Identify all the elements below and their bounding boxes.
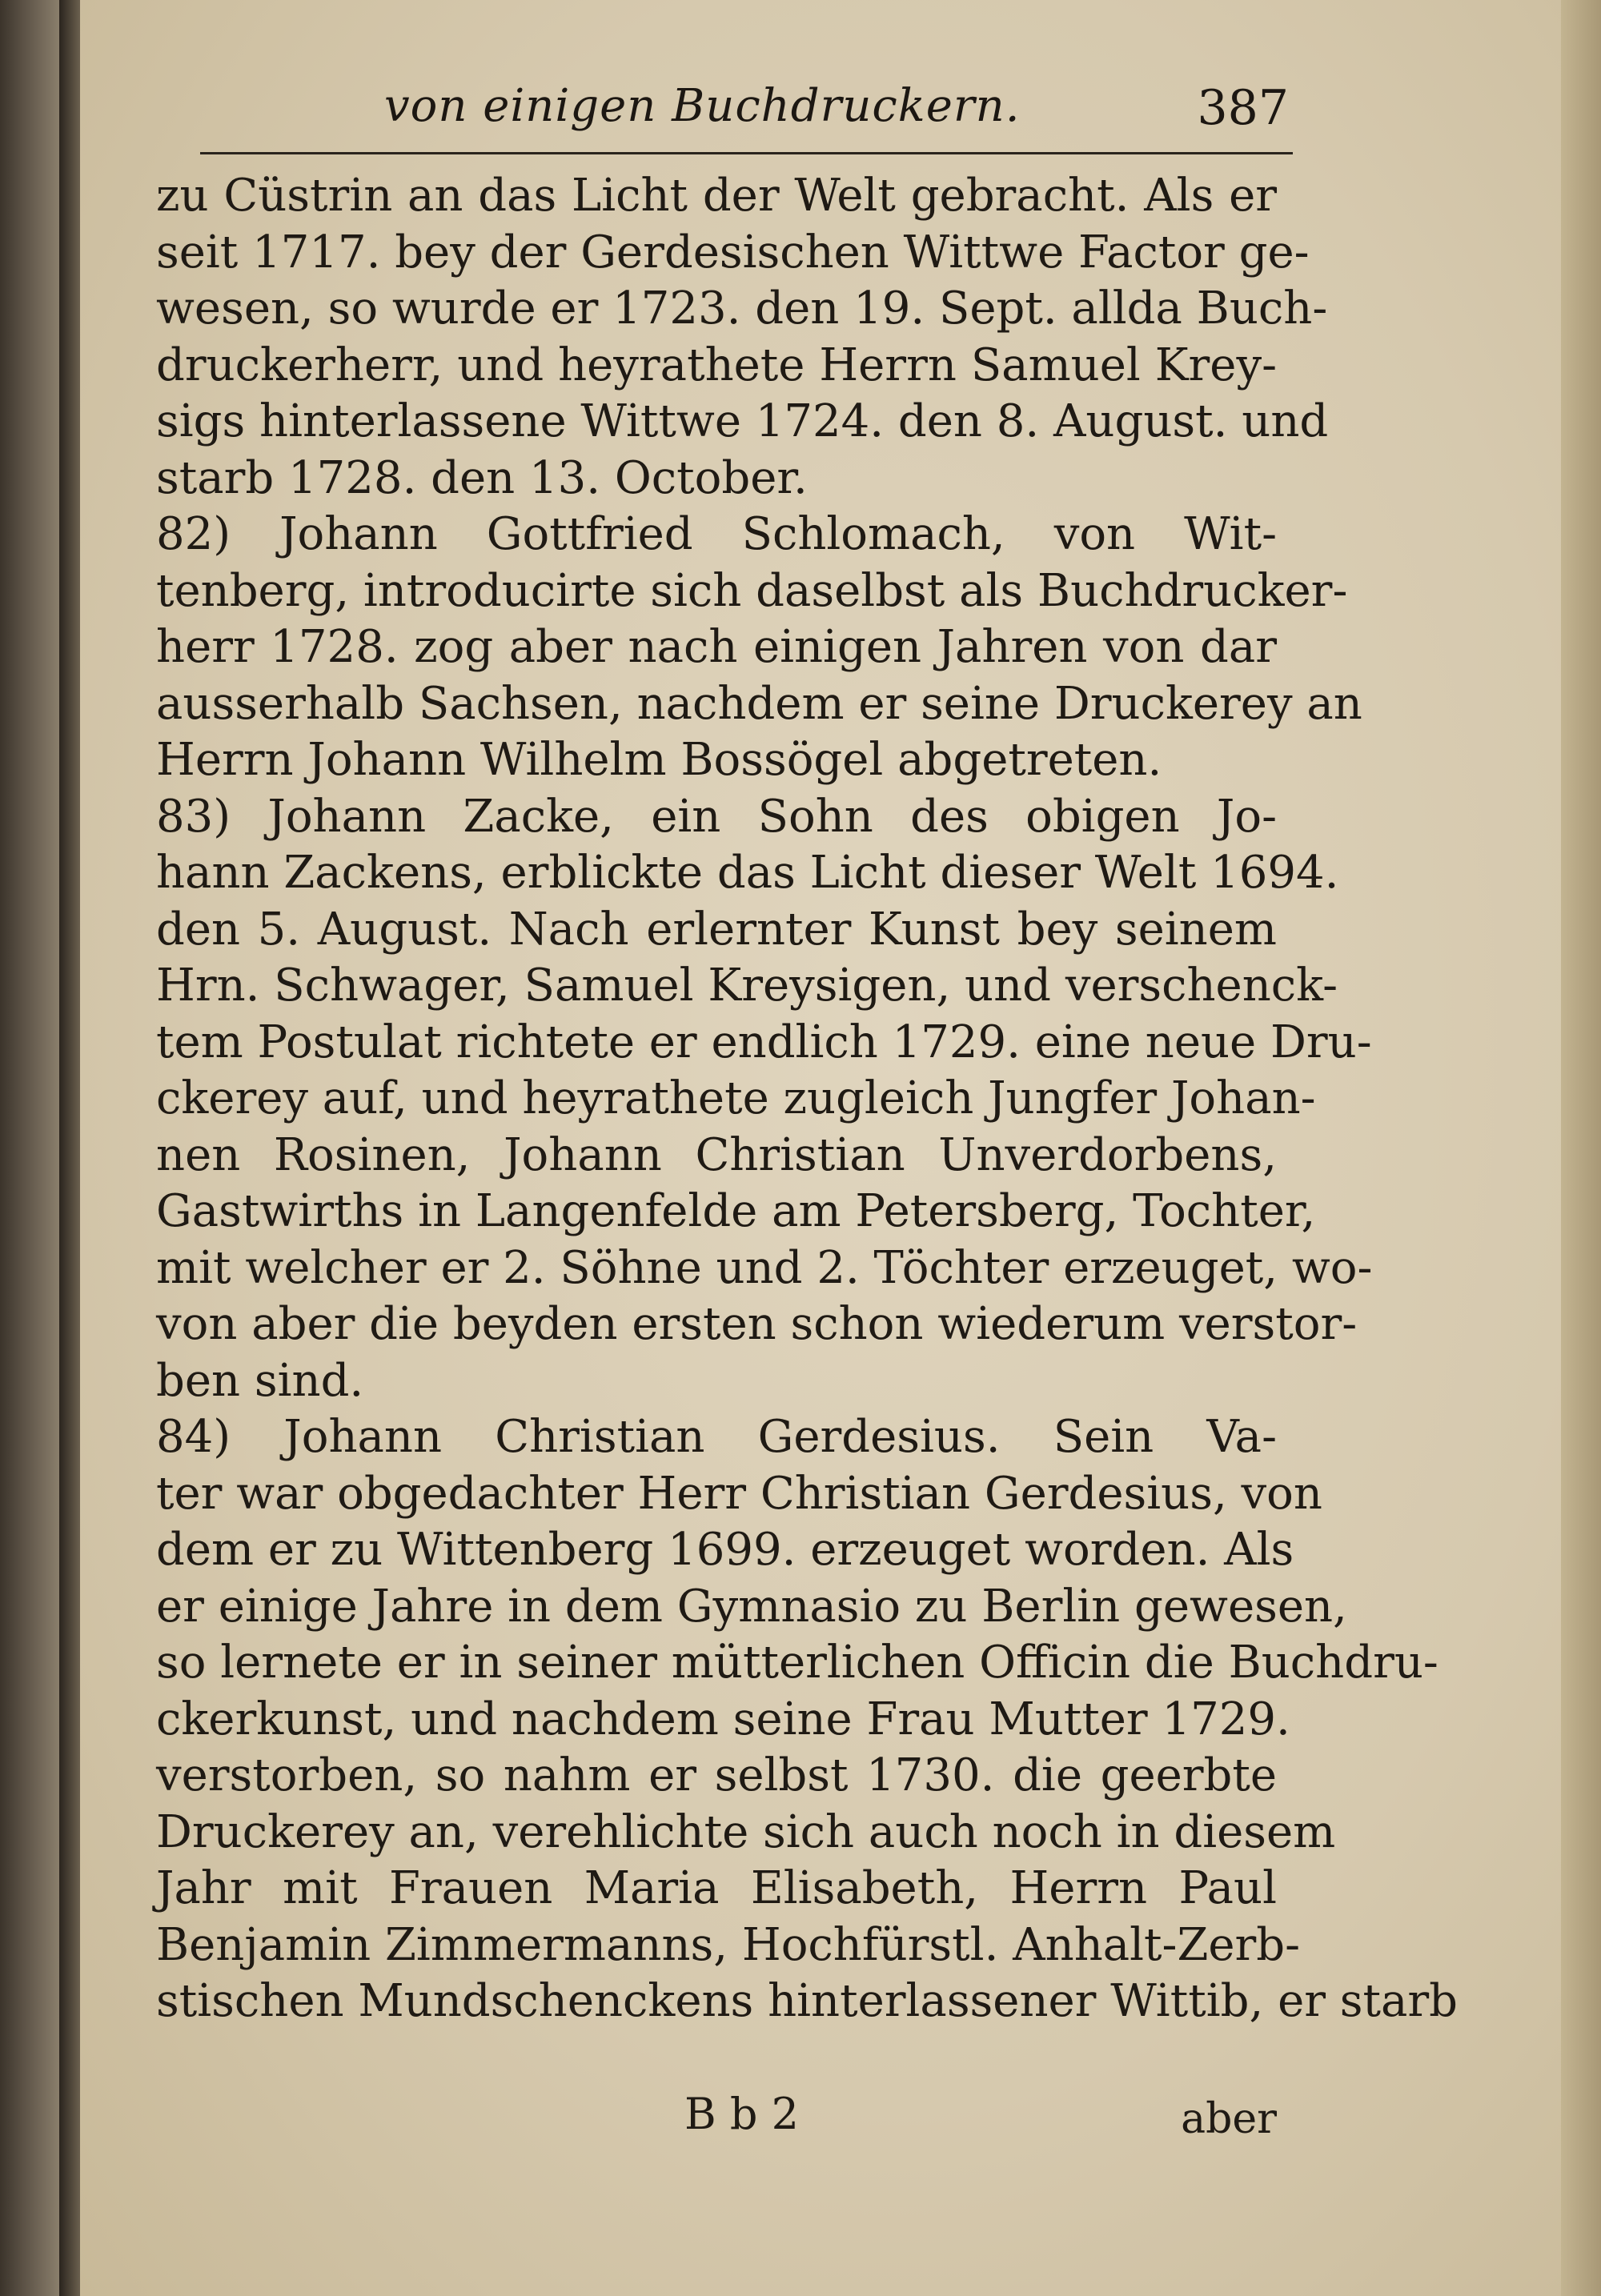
text-line: hann Zackens, erblickte das Licht dieser Welt 1694. [156, 847, 1339, 899]
facing-page-edge [0, 0, 59, 2296]
text-line: verstorben, so nahm er selbst 1730. die geerbte [156, 1749, 1277, 1801]
text-line: zu Cüstrin an das Licht der Welt gebracht. Als er [156, 170, 1277, 222]
text-line: seit 1717. bey der Gerdesischen Wittwe Factor ge- [156, 226, 1310, 278]
text-line: Gastwirths in Langenfelde am Petersberg, Tochter, [156, 1185, 1316, 1237]
text-line: Druckerey an, verehlichte sich auch noch in diesem [156, 1805, 1336, 1858]
body-text [156, 168, 1459, 2030]
text-line: 84) Johann Christian Gerdesius. Sein Va- [156, 1411, 1277, 1463]
text-line: tenberg, introducirte sich daselbst als Buchdrucker- [156, 564, 1348, 617]
text-line: Jahr mit Frauen Maria Elisabeth, Herrn Paul [156, 1862, 1277, 1914]
page-number: 387 [1197, 80, 1289, 136]
page-header [184, 80, 1289, 152]
header-rule [200, 152, 1293, 154]
text-line: mit welcher er 2. Söhne und 2. Töchter erzeuget, wo- [156, 1241, 1373, 1294]
text-line: herr 1728. zog aber nach einigen Jahren von dar [156, 621, 1277, 673]
text-line: Benjamin Zimmermanns, Hochfürstl. Anhalt-Zerb- [156, 1918, 1301, 1971]
text-line: dem er zu Wittenberg 1699. erzeuget worden. Als [156, 1524, 1294, 1576]
page-outer-edge [1561, 0, 1601, 2296]
text-line: ben sind. [156, 1354, 364, 1407]
text-line: Hrn. Schwager, Samuel Kreysigen, und verschenck- [156, 960, 1338, 1012]
running-title: von einigen Buchdruckern. [384, 80, 1021, 132]
text-line: ckerey auf, und heyrathete zugleich Jungfer Johan- [156, 1072, 1316, 1124]
signature-mark: B b 2 [684, 2089, 799, 2139]
text-line: von aber die beyden ersten schon wiederum verstor- [156, 1298, 1358, 1350]
text-line: ausserhalb Sachsen, nachdem er seine Druckerey an [156, 677, 1362, 730]
text-line: den 5. August. Nach erlernter Kunst bey seinem [156, 903, 1277, 956]
text-line: stischen Mundschenckens hinterlassener Wittib, er starb [156, 1975, 1459, 2027]
text-line: druckerherr, und heyrathete Herrn Samuel Krey- [156, 339, 1277, 391]
text-line: wesen, so wurde er 1723. den 19. Sept. allda Buch- [156, 282, 1328, 335]
book-gutter [59, 0, 80, 2296]
text-line: tem Postulat richtete er endlich 1729. eine neue Dru- [156, 1016, 1372, 1068]
text-line: er einige Jahre in dem Gymnasio zu Berlin gewesen, [156, 1580, 1347, 1633]
text-line: 82) Johann Gottfried Schlomach, von Wit- [156, 508, 1277, 560]
catchword: aber [1181, 2095, 1277, 2143]
text-line: Herrn Johann Wilhelm Bossögel abgetreten. [156, 734, 1162, 786]
text-line: starb 1728. den 13. October. [156, 451, 808, 504]
text-line: ckerkunst, und nachdem seine Frau Mutter 1729. [156, 1693, 1290, 1745]
text-line: so lernete er in seiner mütterlichen Officin die Buchdru- [156, 1637, 1438, 1689]
text-line: sigs hinterlassene Wittwe 1724. den 8. August. und [156, 395, 1329, 447]
page-footer [156, 2089, 1277, 2145]
text-line: ter war obgedachter Herr Christian Gerdesius, von [156, 1467, 1322, 1520]
text-line: nen Rosinen, Johann Christian Unverdorbens, [156, 1128, 1277, 1181]
text-line: 83) Johann Zacke, ein Sohn des obigen Jo- [156, 790, 1277, 843]
